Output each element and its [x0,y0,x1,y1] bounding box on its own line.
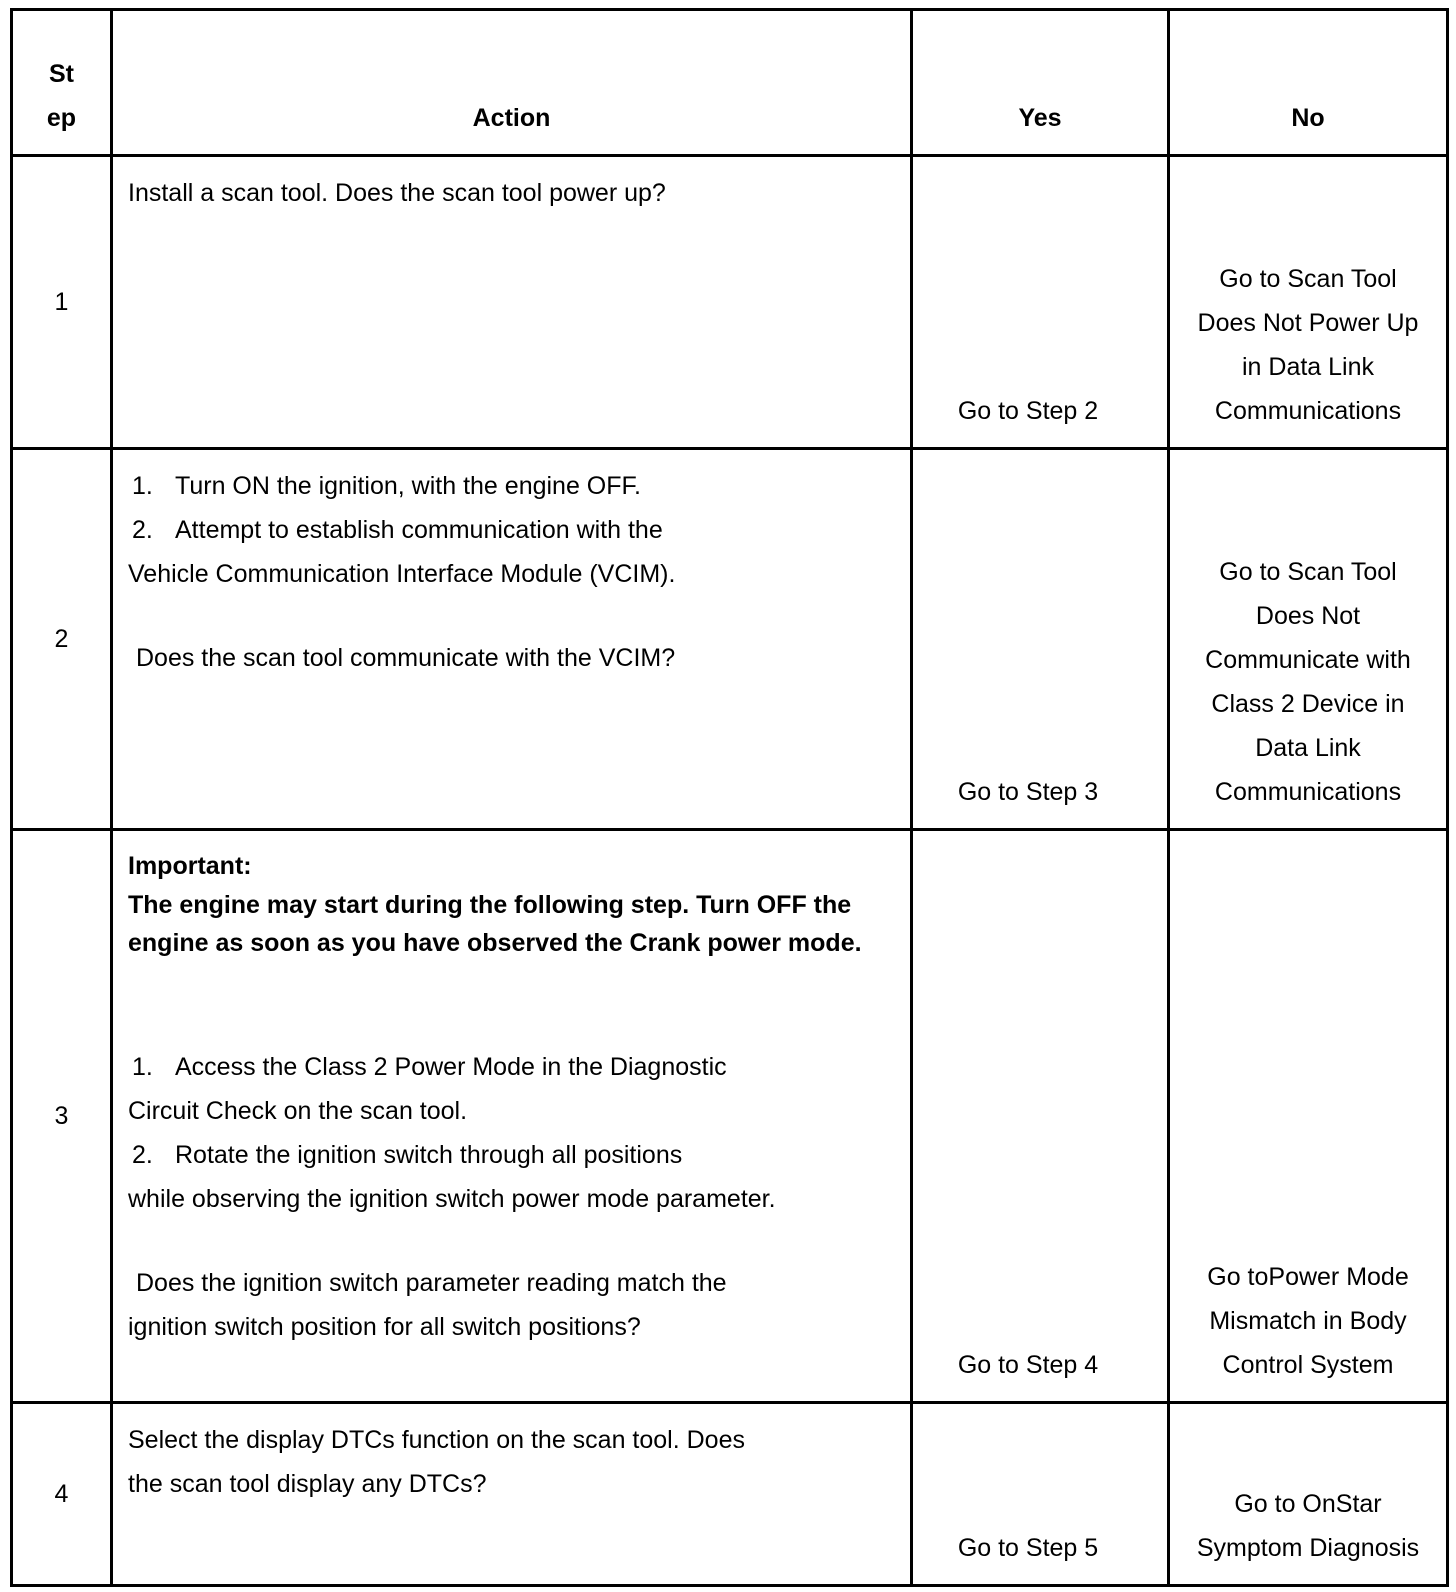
action-text: Install a scan tool. Does the scan tool power up? [128,179,666,207]
yes-cell: Go to Step 5 [912,1403,1169,1586]
table-row [12,830,1448,1403]
yes-cell: Go to Step 2 [912,156,1169,449]
action-list-item [128,464,896,508]
no-column-header: No [1169,10,1448,156]
important-text: The engine may start during the following step. Turn OFF the engine as soon as you have observed the Crank power mode. [128,890,862,957]
action-text: Circuit Check on the scan tool. [128,1096,468,1125]
table-row [12,156,1448,449]
table-row [12,1403,1448,1586]
action-cell [112,449,912,830]
action-cell [112,830,912,1403]
yes-cell: Go to Step 4 [912,830,1169,1403]
step-number: 1 [12,156,112,449]
table-row [12,449,1448,830]
item-number: 2. [132,516,153,544]
no-cell: Go toPower Mode Mismatch in Body Control System [1169,830,1448,1403]
yes-cell: Go to Step 3 [912,449,1169,830]
no-cell: Go to Scan Tool Does Not Communicate with Class 2 Device in Data Link Communications [1169,449,1448,830]
item-text: Turn ON the ignition, with the engine OFF. [175,472,641,500]
action-list-item [128,1133,896,1177]
header-row [12,10,1448,156]
no-cell: Go to Scan Tool Does Not Power Up in Data Link Communications [1169,156,1448,449]
item-number: 1. [132,472,153,500]
action-cell [112,1403,912,1586]
step-number: 3 [12,830,112,1403]
diagnostic-table [10,8,1449,1587]
action-question: Does the ignition switch parameter reading match the [136,1268,727,1297]
action-cell [112,156,912,449]
action-text: the scan tool display any DTCs? [128,1470,487,1498]
step-number: 4 [12,1403,112,1586]
step-column-header: St ep [12,10,112,156]
action-list-item [128,508,896,552]
item-number: 1. [132,1052,153,1081]
action-column-header: Action [112,10,912,156]
no-cell: Go to OnStar Symptom Diagnosis [1169,1403,1448,1586]
action-text: Vehicle Communication Interface Module (VCIM). [128,560,676,588]
action-list-item [128,1045,896,1089]
action-question: ignition switch position for all switch positions? [128,1312,641,1341]
item-text: Rotate the ignition switch through all positions [175,1140,683,1169]
item-text: Attempt to establish communication with the [175,516,663,544]
action-question: Does the scan tool communicate with the VCIM? [136,644,676,672]
item-number: 2. [132,1140,153,1169]
action-text: while observing the ignition switch power mode parameter. [128,1184,776,1213]
important-label: Important: [128,852,252,880]
item-text: Access the Class 2 Power Mode in the Diagnostic [175,1052,727,1081]
yes-column-header: Yes [912,10,1169,156]
action-text: Select the display DTCs function on the scan tool. Does [128,1426,745,1454]
step-number: 2 [12,449,112,830]
